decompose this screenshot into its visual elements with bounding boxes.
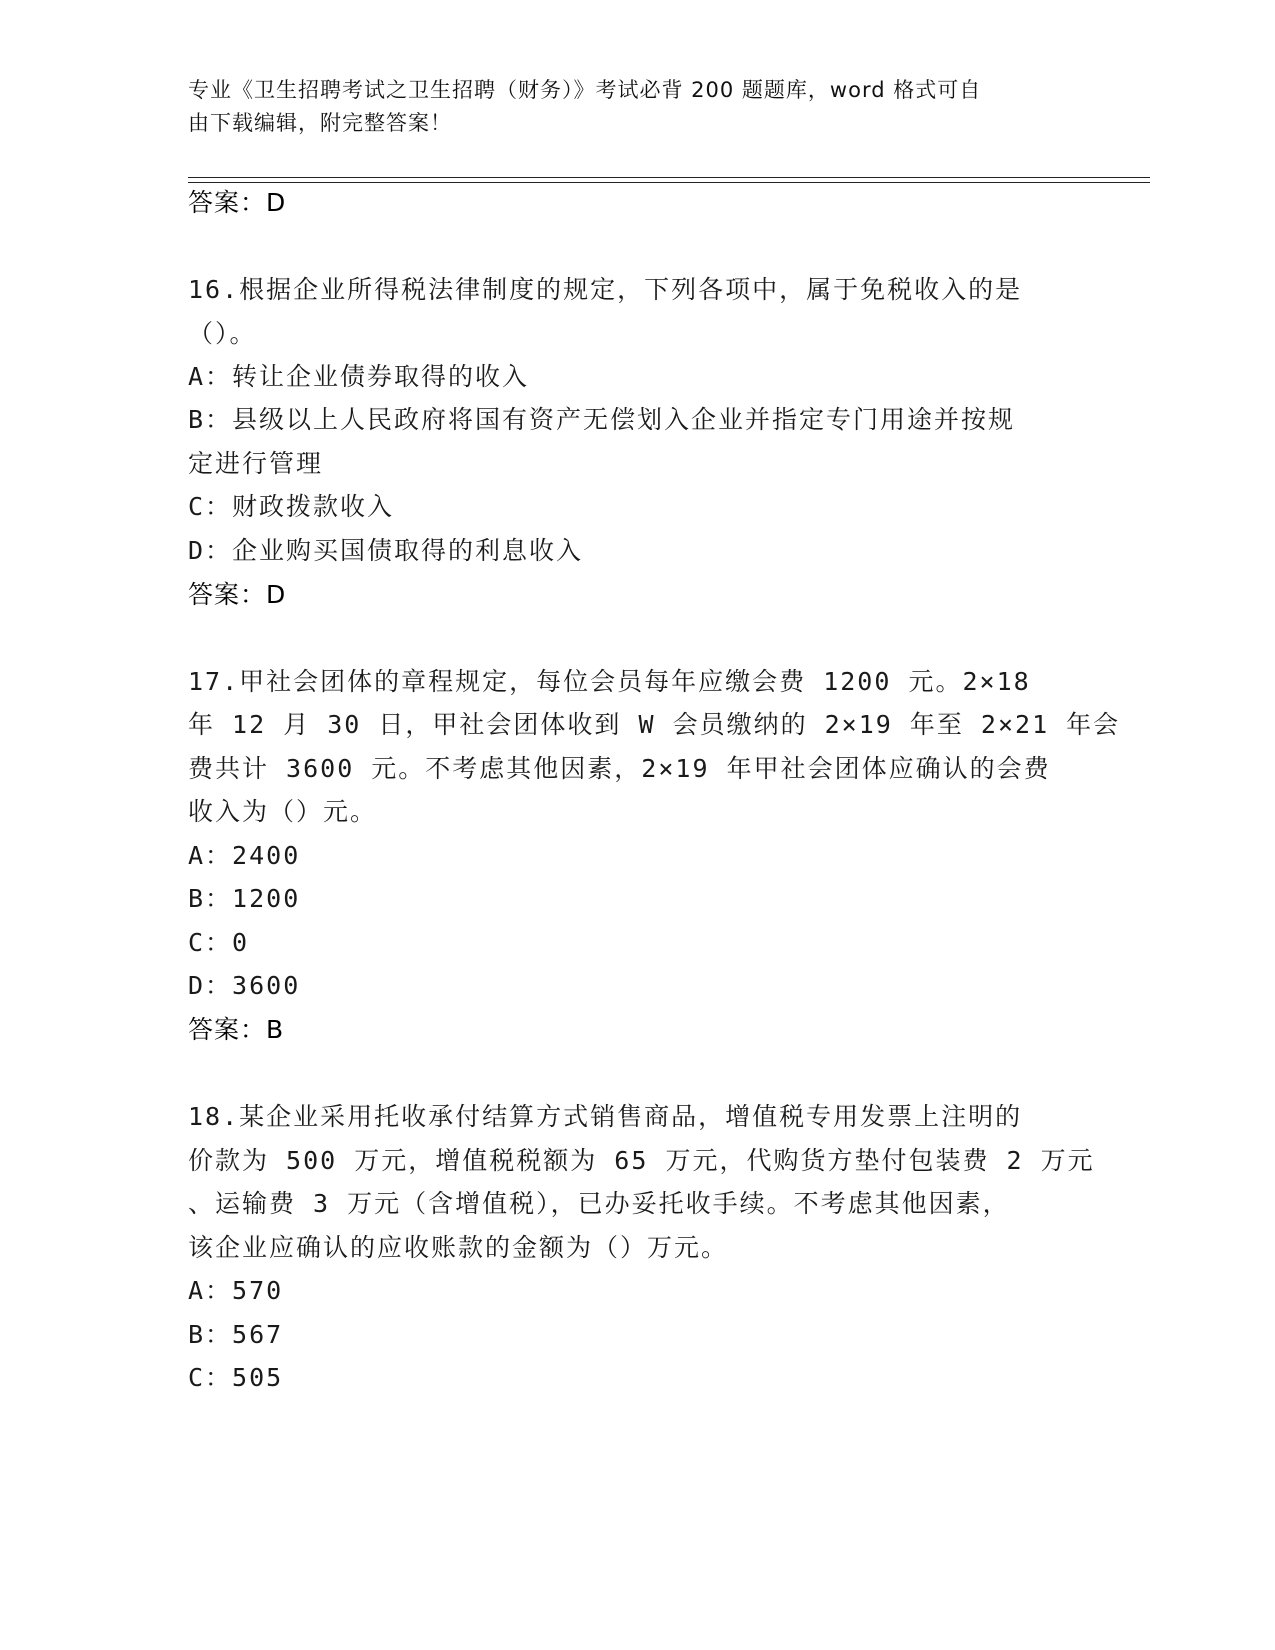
q17-stem-line-2: 年 12 月 30 日，甲社会团体收到 W 会员缴纳的 2×19 年至 2×21 年会 — [188, 710, 1121, 739]
header-line-1: 专业《卫生招聘考试之卫生招聘（财务）》考试必背 200 题题库，word 格式可自 — [188, 78, 982, 102]
q17-option-d: D：3600 — [188, 971, 301, 1000]
q18-stem-line-3: 、运输费 3 万元（含增值税），已办妥托收手续。不考虑其他因素， — [188, 1189, 1010, 1218]
header-rule-top — [188, 177, 1150, 178]
q18-option-c: C：505 — [188, 1363, 284, 1392]
header-line-2: 由下载编辑，附完整答案！ — [188, 111, 452, 135]
prev-answer: 答案：D — [188, 188, 287, 217]
q18-option-a: A：570 — [188, 1276, 284, 1305]
q17-option-c: C：0 — [188, 928, 250, 957]
q17-option-a: A：2400 — [188, 841, 301, 870]
q16-option-a: A：转让企业债券取得的收入 — [188, 362, 530, 391]
q17-answer: 答案：B — [188, 1015, 285, 1044]
q18-stem-line-4: 该企业应确认的应收账款的金额为（）万元。 — [188, 1233, 729, 1262]
document-header — [188, 74, 1088, 140]
header-rule-bottom — [188, 182, 1150, 183]
q17-stem-line-1: 17.甲社会团体的章程规定，每位会员每年应缴会费 1200 元。2×18 — [188, 667, 1031, 696]
q18-stem-line-1: 18.某企业采用托收承付结算方式销售商品，增值税专用发票上注明的 — [188, 1102, 1023, 1131]
q16-option-c: C：财政拨款收入 — [188, 492, 395, 521]
q16-option-b-line-2: 定进行管理 — [188, 449, 324, 478]
q17-stem-line-4: 收入为（）元。 — [188, 797, 378, 826]
q16-stem-line-2: （）。 — [188, 319, 257, 348]
q17-stem-line-3: 费共计 3600 元。不考虑其他因素，2×19 年甲社会团体应确认的会费 — [188, 754, 1051, 783]
q16-stem-line-1: 16.根据企业所得税法律制度的规定，下列各项中，属于免税收入的是 — [188, 275, 1023, 304]
q16-option-b-line-1: B：县级以上人民政府将国有资产无偿划入企业并指定专门用途并按规 — [188, 405, 1016, 434]
q17-option-b: B：1200 — [188, 884, 301, 913]
q18-option-b: B：567 — [188, 1320, 284, 1349]
q18-stem-line-2: 价款为 500 万元，增值税税额为 65 万元，代购货方垫付包装费 2 万元 — [188, 1146, 1095, 1175]
q16-option-d: D：企业购买国债取得的利息收入 — [188, 536, 584, 565]
q16-answer: 答案：D — [188, 580, 287, 609]
